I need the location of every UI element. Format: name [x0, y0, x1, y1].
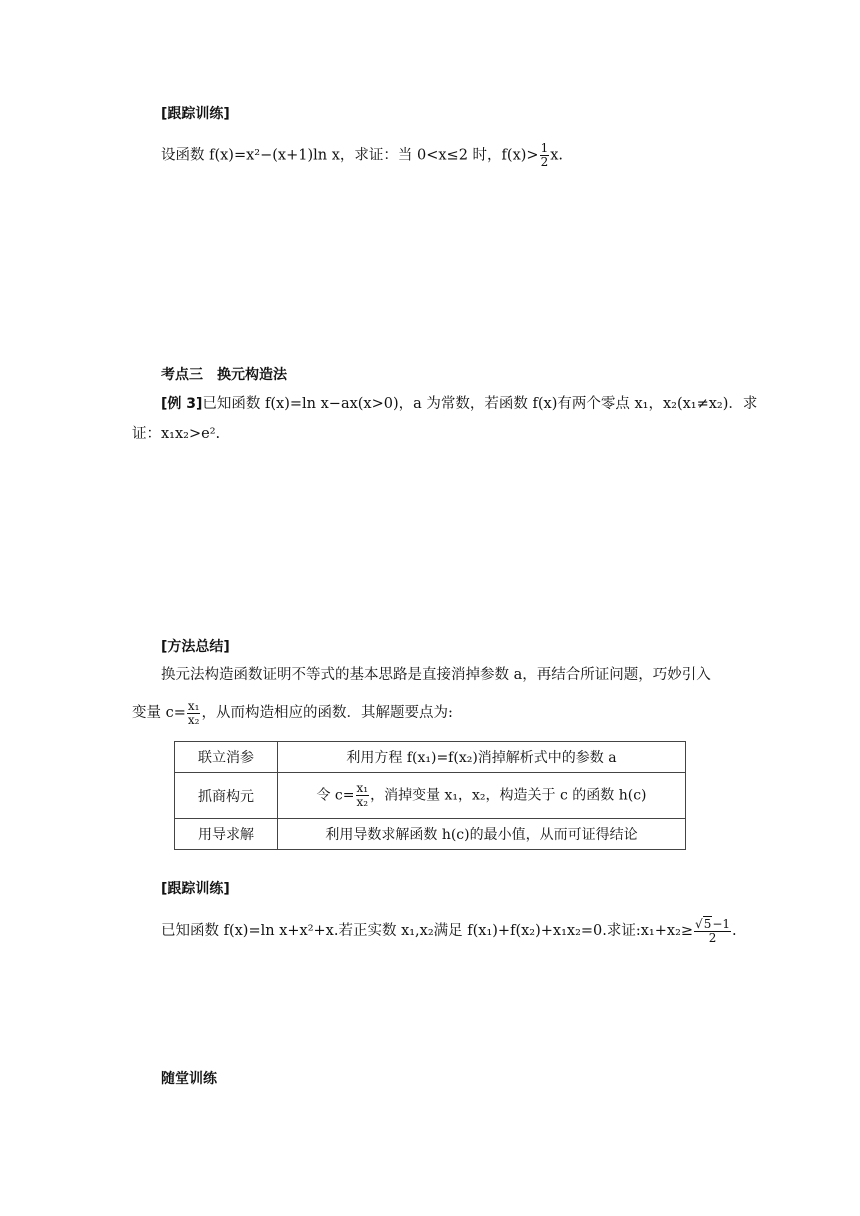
tracking-training-heading-2: [跟踪训练] — [161, 881, 230, 897]
tracking-problem-2: 已知函数 f(x)=ln x+x²+x.若正实数 x₁,x₂满足 f(x₁)+f(x₂)+x₁x₂=0.求证:x₁+x₂≥ $\frac{√5-1}{2}$ . — [161, 916, 737, 945]
example-3-line2: 证：x₁x₂>e². — [132, 426, 221, 442]
table-row — [175, 773, 686, 819]
example-label: [例 3] — [161, 396, 203, 412]
example-3-line1 — [161, 394, 757, 414]
step-name: 用导求解 — [175, 819, 278, 850]
table-row — [175, 819, 686, 850]
fraction-one-half: $\frac{1}{2}$ — [540, 141, 549, 169]
example-text-1: 已知函数 f(x)=ln x−ax(x>0)，a 为常数，若函数 f(x)有两个零点 x₁，x₂(x₁≠x₂)．求 — [202, 396, 758, 412]
method-summary-line1: 换元法构造函数证明不等式的基本思路是直接消掉参数 a，再结合所证问题，巧妙引入 — [161, 667, 711, 683]
step-name: 抓商构元 — [175, 773, 278, 819]
method-steps-table — [174, 741, 686, 850]
problem-func: f(x)=x²−(x+1)ln x — [209, 147, 340, 164]
problem-lead: 设函数 — [161, 147, 210, 164]
step-name: 联立消参 — [175, 742, 278, 773]
step-desc: 利用导数求解函数 h(c)的最小值，从而可证得结论 — [278, 819, 686, 850]
section-title-method-3: 考点三 换元构造法 — [161, 367, 287, 383]
tracking-training-heading-1: [跟踪训练] — [161, 106, 230, 122]
method-summary-heading: [方法总结] — [161, 639, 230, 655]
problem-ineq-left: f(x)> — [501, 147, 539, 164]
fraction-sqrt5-minus-1-over-2: $\frac{√5-1}{2}$ — [695, 916, 731, 945]
method-summary-line2: 变量 c= $\frac{\text{x₁}}{\text{x₂}}$ ，从而构造相应的函数．其解题要点为: — [132, 698, 453, 727]
step-desc: 利用方程 f(x₁)=f(x₂)消掉解析式中的参数 a — [278, 742, 686, 773]
step-desc: 令 c= $\frac{\text{x₁}}{\text{x₂}}$ ，消掉变量 x₁，x₂，构造关于 c 的函数 h(c) — [278, 773, 686, 819]
fraction-x1-over-x2: $\frac{\text{x₁}}{\text{x₂}}$ — [356, 781, 369, 809]
in-class-training-heading: 随堂训练 — [161, 1071, 217, 1087]
fraction-x1-over-x2: $\frac{\text{x₁}}{\text{x₂}}$ — [187, 698, 200, 727]
table-row — [175, 742, 686, 773]
tracking-problem-1 — [161, 142, 563, 169]
problem-mid: ，求证：当 0<x≤2 时， — [339, 147, 502, 164]
problem-ineq-right: x. — [550, 147, 563, 164]
